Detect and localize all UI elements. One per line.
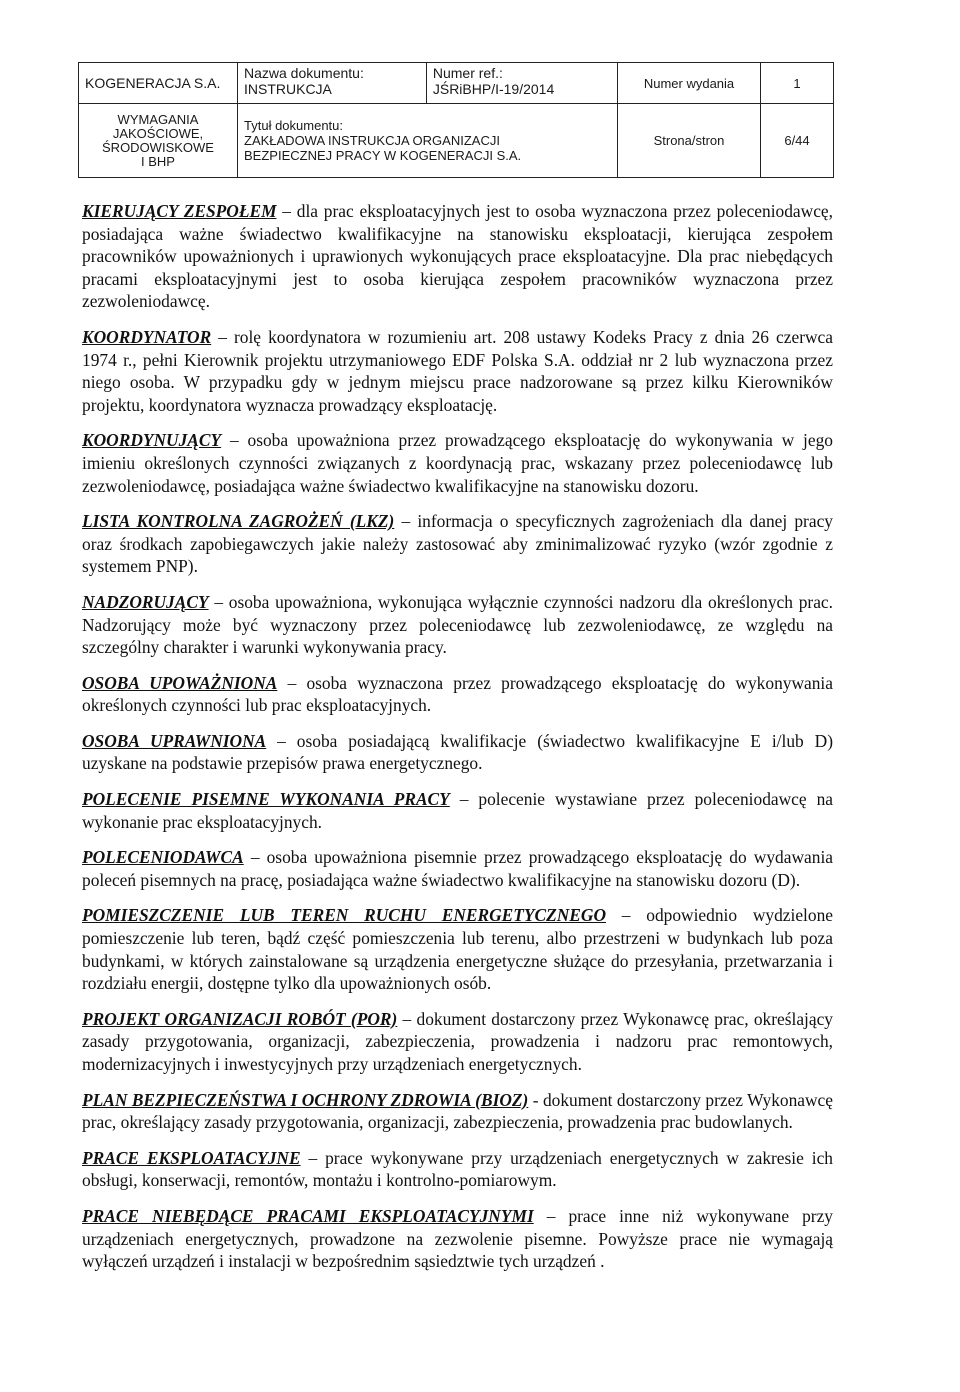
definition-text: – osoba upoważniona, wykonująca wyłącznie czynności nadzoru dla określonych prac. Nadzorujący może być wyznaczony przez poleceniodawcę lub zezwoleniodawcę, ze względu na szczególny charakter i warunki wykonywania pracy.	[82, 591, 833, 658]
requirements-cell	[79, 104, 238, 178]
edition-label-cell	[618, 63, 761, 104]
definition-paragraph	[82, 1008, 833, 1076]
doc-title-cell	[238, 104, 618, 178]
definition-paragraph	[82, 846, 833, 891]
definition-text: – prace inne niż wykonywane przy urządzeniach energetycznych, prowadzone na zezwolenie pisemne. Powyższe prace nie wymagają wyłączeń urządzeń i instalacji w bezpośrednim sąsiedztwie tych urządzeń .	[82, 1205, 833, 1272]
definition-term: POMIESZCZENIE LUB TEREN RUCHU ENERGETYCZNEGO	[82, 905, 607, 926]
definition-term: POLECENIODAWCA	[82, 847, 244, 868]
ref-label: Numer ref.:	[432, 65, 503, 81]
company-name: KOGENERACJA S.A.	[85, 75, 221, 91]
definition-paragraph	[82, 510, 833, 578]
company-cell	[79, 63, 238, 104]
requirements-line: I BHP	[141, 153, 175, 169]
edition-value: 1	[793, 75, 801, 91]
requirements-line: WYMAGANIA	[117, 111, 199, 127]
doc-title-label: Tytuł dokumentu:	[244, 118, 343, 133]
definition-paragraph	[82, 1147, 833, 1192]
definitions-section	[82, 200, 833, 1286]
requirements-line: ŚRODOWISKOWE	[102, 139, 214, 155]
definition-paragraph	[82, 200, 833, 313]
doc-name-cell	[238, 63, 427, 104]
definition-text: – odpowiednio wydzielone pomieszczenie lub teren, bądź część pomieszczenia lub terenu, albo przestrzeni w budynkach lub poza budynkami, w których zainstalowane są urządzenia energetyczne służące do przesyłania, przetwarzania i rozdziału energii, dostępne tylko dla upoważnionych osób.	[82, 905, 833, 994]
ref-cell	[426, 63, 617, 104]
doc-title-line: ZAKŁADOWA INSTRUKCJA ORGANIZACJI	[244, 133, 500, 148]
definition-term: KIERUJĄCY ZESPOŁEM	[82, 201, 277, 221]
definition-text: – osoba wyznaczona przez prowadzącego eksploatację do wykonywania określonych czynności lub prac eksploatacyjnych.	[82, 672, 833, 716]
definition-text: – osoba posiadającą kwalifikacje (świadectwo kwalifikacyjne E i/lub D) uzyskane na podstawie przepisów prawa energetycznego.	[82, 730, 833, 774]
definition-paragraph	[82, 788, 833, 833]
definition-text: – osoba upoważniona przez prowadzącego eksploatację do wykonywania w jego imieniu określonych czynności związanych z koordynacją prac, wskazany przez poleceniodawcę lub zezwoleniodawcę, posiadająca ważne świadectwo kwalifikacyjne na stanowisku dozoru.	[82, 430, 833, 496]
definition-paragraph	[82, 591, 833, 659]
definition-term: KOORDYNATOR	[82, 326, 212, 347]
definition-term: KOORDYNUJĄCY	[82, 430, 222, 451]
doc-title-line: BEZPIECZNEJ PRACY W KOGENERACJI S.A.	[244, 148, 522, 163]
requirements-line: JAKOŚCIOWE,	[112, 125, 204, 141]
definition-paragraph	[82, 1089, 833, 1134]
definition-text: – polecenie wystawiane przez poleceniodawcę na wykonanie prac eksploatacyjnych.	[82, 789, 833, 832]
page-label: Strona/stron	[653, 133, 725, 148]
definition-term: POLECENIE PISEMNE WYKONANIA PRACY	[82, 789, 450, 810]
definition-text: – osoba upoważniona pisemnie przez prowadzącego eksploatację do wydawania poleceń pisemnych na pracę, posiadająca ważne świadectwo kwalifikacyjne na stanowisku dozoru (D).	[82, 847, 833, 890]
definition-term: PRACE NIEBĘDĄCE PRACAMI EKSPLOATACYJNYMI	[82, 1205, 534, 1226]
definition-paragraph	[82, 326, 833, 416]
ref-value: JŚRiBHP/I-19/2014	[432, 81, 555, 97]
definition-paragraph	[82, 1205, 833, 1273]
edition-label: Numer wydania	[643, 75, 735, 91]
definition-paragraph	[82, 672, 833, 717]
document-header-table	[78, 62, 834, 178]
definition-term: PRACE EKSPLOATACYJNE	[82, 1147, 301, 1168]
definition-text: – informacja o specyficznych zagrożeniach dla danej pracy oraz środkach zapobiegawczych jakie należy zastosować aby zminimalizować ryzyko (wzór zgodnie z systemem PNP).	[82, 511, 833, 577]
page-value: 6/44	[784, 133, 810, 148]
definition-term: NADZORUJĄCY	[82, 591, 209, 612]
definition-text: – rolę koordynatora w rozumieniu art. 208 ustawy Kodeks Pracy z dnia 26 czerwca 1974 r., pełni Kierownik projektu utrzymaniowego EDF Polska S.A. oddział nr 2 lub wyznaczona przez niego osoba. W przypadku gdy w jednym miejscu prace nadzorowane są przez kilku Kierowników projektu, koordynatora wyznacza prowadzący eksploatację.	[82, 326, 833, 415]
page-label-cell	[618, 104, 761, 178]
page-value-cell	[761, 104, 834, 178]
definition-term: OSOBA UPRAWNIONA	[82, 730, 267, 751]
edition-value-cell	[761, 63, 834, 104]
doc-name-value: INSTRUKCJA	[244, 81, 332, 97]
definition-paragraph	[82, 730, 833, 775]
definition-term: LISTA KONTROLNA ZAGROŻEŃ (LKZ)	[82, 511, 395, 532]
definition-term: OSOBA UPOWAŻNIONA	[82, 672, 278, 693]
definition-paragraph	[82, 429, 833, 497]
definition-term: PLAN BEZPIECZEŃSTWA I OCHRONY ZDROWIA (BIOZ)	[82, 1089, 529, 1110]
definition-text: - dokument dostarczony przez Wykonawcę prac, określający zasady przygotowania, organizacji, zabezpieczenia, prowadzenia prac budowlanych.	[82, 1089, 833, 1133]
definition-text: – prace wykonywane przy urządzeniach energetycznych w zakresie ich obsługi, konserwacji, remontów, montażu i kontrolno-pomiarowym.	[82, 1147, 833, 1191]
definition-term: PROJEKT ORGANIZACJI ROBÓT (POR)	[82, 1008, 398, 1029]
definition-text: – dokument dostarczony przez Wykonawcę prac, określający zasady przygotowania, organizacji, zabezpieczenia, prowadzenia i nadzoru prac remontowych, modernizacyjnych i inwestycyjnych przy urządzeniach energetycznych.	[82, 1008, 833, 1074]
definition-text: – dla prac eksploatacyjnych jest to osoba wyznaczona przez poleceniodawcę, posiadająca ważne świadectwo kwalifikacyjne na stanowisku eksploatacji, kierująca zespołem pracowników upoważnionych i uprawionych wykonujących prace eksploatacyjne. Dla prac niebędących pracami eksploatacyjnymi jest to osoba kierująca zespołem pracowników wyznaczona przez zezwoleniodawcę.	[82, 201, 833, 312]
doc-name-label: Nazwa dokumentu:	[244, 65, 364, 81]
definition-paragraph	[82, 904, 833, 994]
